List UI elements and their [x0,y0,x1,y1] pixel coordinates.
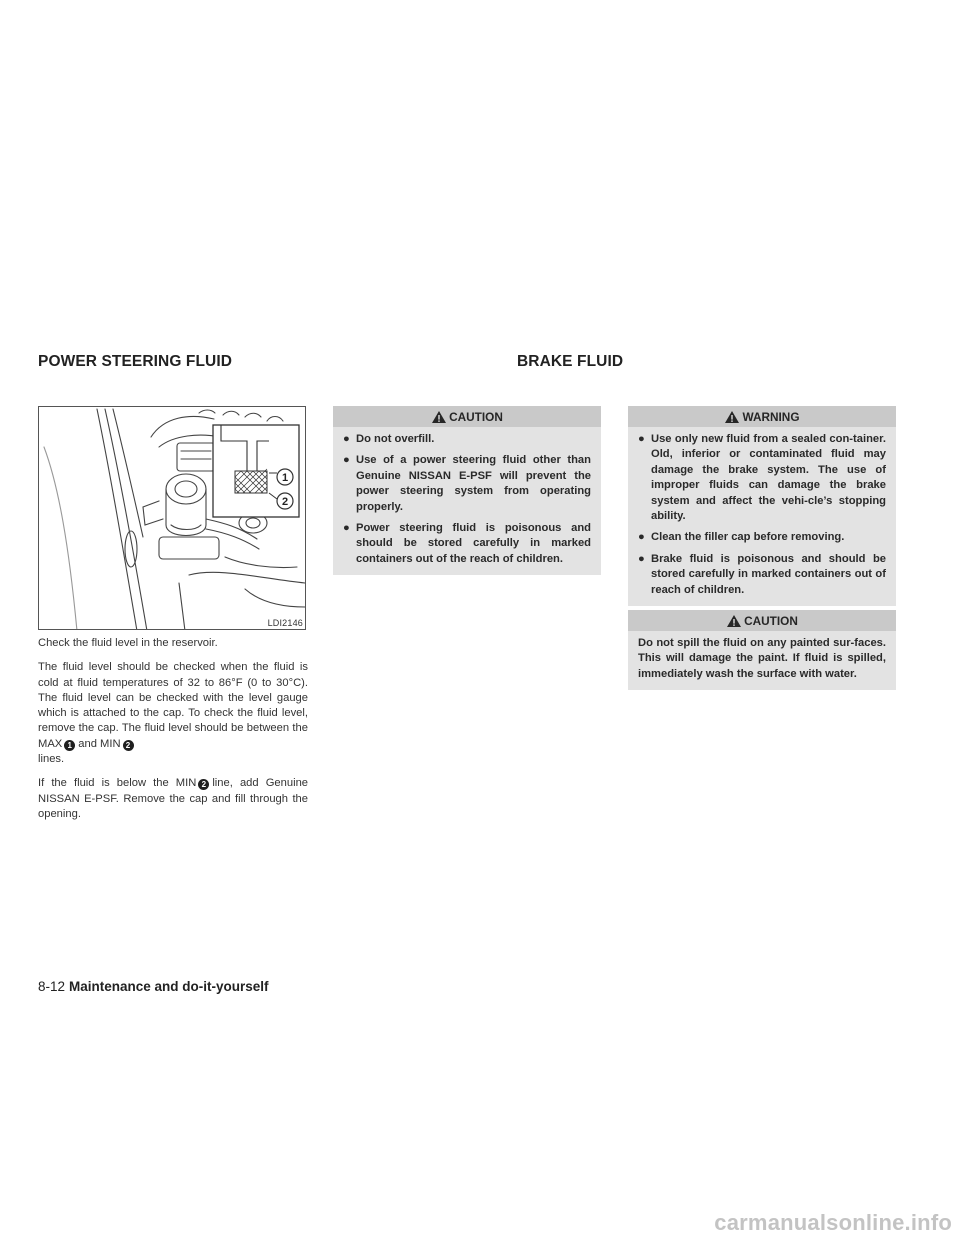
warning-item-text: Brake fluid is poisonous and should be stored carefully in marked containers out of reach of children. [651,552,886,596]
callout-2-marker: 2 [198,779,209,790]
caution-item [343,453,591,515]
warning-item-text: Clean the filler cap before removing. [651,531,845,544]
caution-item [343,432,591,447]
watermark-logo: carmanualsonline.info [714,1210,952,1235]
figure-callout-2: 2 [281,496,289,508]
warning-item [638,530,886,545]
warning-list [638,432,886,598]
bullet-icon: ● [638,531,645,544]
caution-header [333,406,601,427]
power-steering-text [38,636,308,831]
paragraph-level-text: The fluid level should be checked when the fluid is cold at fluid temperatures of 32 to 86°F (0 to 30°C). The fluid level can be checked with the level gauge which is attached to the cap. To check the fluid level, remove the cap. The fluid level should be between the MAX [38,661,308,750]
caution-item-text: Use of a power steering fluid other than Genuine NISSAN E-PSF will prevent the power steering system from operating properly. [356,454,591,513]
warning-item [638,432,886,524]
brake-caution-box [628,610,896,690]
caution-title: CAUTION [744,613,798,628]
brake-warning-box [628,406,896,606]
page-number: 8-12 [38,979,66,994]
warning-triangle-icon [726,614,742,628]
caution-body [628,631,896,690]
chapter-title: Maintenance and do-it-yourself [69,979,269,994]
bullet-icon: ● [343,433,350,445]
caution-header [628,610,896,631]
power-steering-caution-box [333,406,601,575]
caution-item [343,521,591,567]
reservoir-drawing [39,407,306,630]
paragraph-add-end: line, add Genuine NISSAN E-PSF. Remove the cap and fill through the opening. [38,777,309,820]
caution-body [333,427,601,575]
warning-body [628,427,896,606]
caution-title: CAUTION [449,409,503,424]
caution-text: Do not spill the fluid on any painted sur-faces. This will damage the paint. If fluid is spilled, immediately wash the surface with water. [638,637,886,680]
paragraph-add-fluid [38,776,308,822]
bullet-icon: ● [343,454,350,467]
page-footer [38,979,269,994]
warning-header [628,406,896,427]
warning-title: WARNING [742,409,800,424]
paragraph-level-instructions [38,660,308,767]
figure-code: LDI2146 [267,618,303,628]
callout-2-marker: 2 [123,740,134,751]
paragraph-add-start: If the fluid is below the MIN [38,777,197,790]
heading-power-steering-fluid: POWER STEERING FLUID [38,353,233,370]
warning-item [638,552,886,598]
heading-brake-fluid: BRAKE FLUID [517,353,624,370]
bullet-icon: ● [638,552,645,565]
warning-item-text: Use only new fluid from a sealed con-tainer. Old, inferior or contaminated fluid may damage the brake system. The use of improper fluids can damage the brake system and affect the vehi-cle’s stopping ability. [651,433,886,523]
bullet-icon: ● [638,433,645,445]
figure-callout-1: 1 [281,472,289,484]
reservoir-illustration [38,406,306,630]
caution-item-text: Do not overfill. [356,433,435,445]
paragraph-check-level: Check the fluid level in the reservoir. [38,637,218,649]
paragraph-level-end: lines. [38,753,65,766]
warning-triangle-icon [431,410,447,424]
caution-list [343,432,591,567]
callout-1-marker: 1 [64,740,75,751]
bullet-icon: ● [343,522,350,535]
paragraph-level-mid: and MIN [78,737,121,750]
warning-triangle-icon [724,410,740,424]
caution-item-text: Power steering fluid is poisonous and should be stored carefully in marked containers out of the reach of children. [356,522,591,565]
